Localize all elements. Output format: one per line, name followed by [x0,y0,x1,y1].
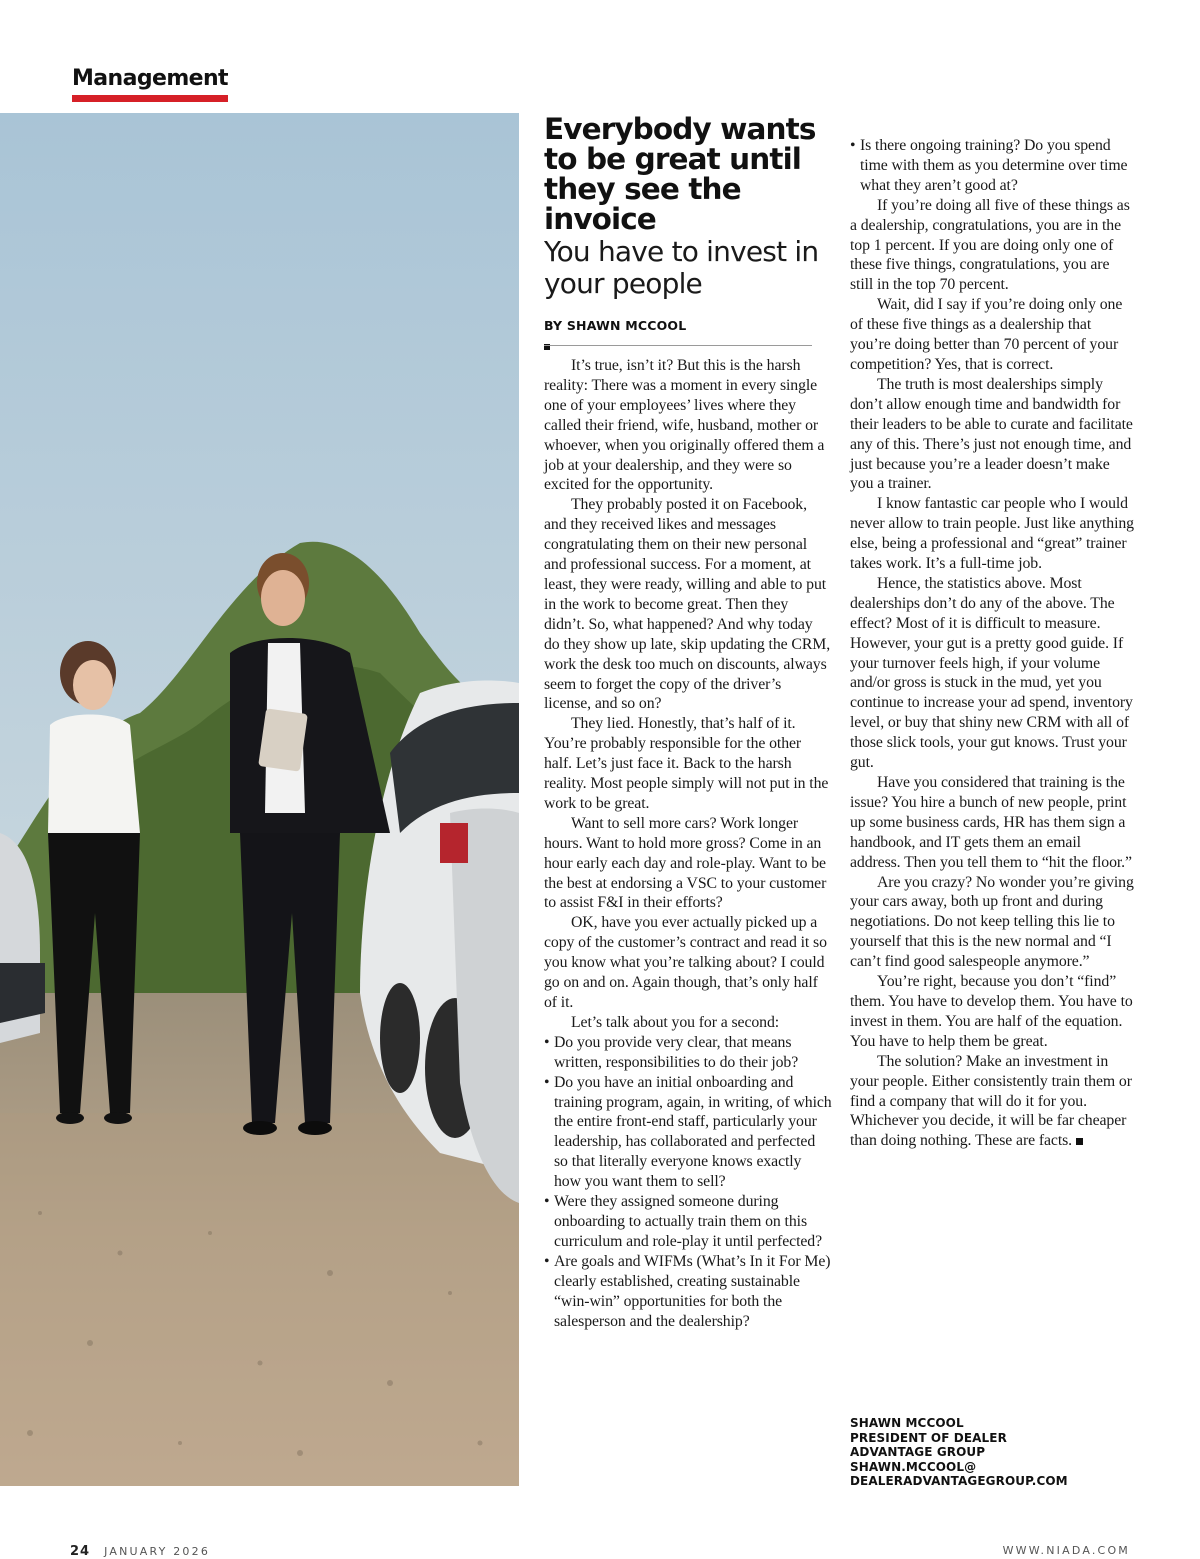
author-email-line: SHAWN.MCCOOL@ [850,1459,977,1474]
issue-date: JANUARY 2026 [104,1545,211,1558]
article-column-2 [850,136,1135,1151]
author-email-line: DEALERADVANTAGEGROUP.COM [850,1474,1068,1488]
body-paragraph: They probably posted it on Facebook, and they received likes and messages congratulating them on their new personal and professional success. For a moment, at least, they were ready, willing and able to put in the work to become great. Then they didn’t. So, what happened? And why today do they show up late, skip updating the CRM, work the desk too much on discounts, always seem to forget the copy of the driver’s license, and so on? [544,496,831,713]
list-item-text: Is there ongoing training? Do you spend time with them as you determine over time what they aren’t good at? [860,137,1128,194]
list-item [544,1033,832,1073]
end-mark-icon [1076,1138,1083,1145]
list-item-text: Do you provide very clear, that means written, responsibilities to do their job? [554,1033,799,1071]
body-paragraph: Have you considered that training is the issue? You hire a bunch of new people, print up some business cards, HR has them sign a handbook, and IT gets them an email address. Then you tell them to “hit the floor.” [850,774,1132,871]
question-list [544,1033,832,1332]
byline-rule [544,345,812,346]
bullet-icon: • [544,1073,550,1091]
author-title-line: PRESIDENT OF DEALER [850,1430,1007,1445]
folio [70,1544,210,1559]
body-paragraph: Let’s talk about you for a second: [571,1013,780,1031]
list-item [850,136,1135,196]
bullet-icon: • [544,1252,550,1270]
page-number: 24 [70,1544,91,1559]
body-paragraph: Hence, the statistics above. Most dealerships don’t do any of the above. The effect? Most of it is difficult to measure. However, your gut is a pretty good guide. If your turnover feels high, if your volume and/or gross is stuck in the mud, yet you continue to increase your ad spend, inventory level, or buy that shiny new CRM with all of those slick tools, your gut knows. Trust your gut. [850,574,1133,772]
body-paragraph: It’s true, isn’t it? But this is the harsh reality: There was a moment in every single one of your employees’ lives where they called their friend, wife, husband, mother or whoever, when you originally offered them a job at your dealership, and they were so excited for the opportunity. [544,357,825,494]
site-url: WWW.NIADA.COM [1002,1544,1130,1557]
author-name: SHAWN MCCOOL [850,1416,964,1430]
bullet-icon: • [850,137,856,154]
list-item-text: Were they assigned someone during onboarding to actually train them on this curriculum and role-play it until perfected? [554,1193,822,1250]
body-paragraph: If you’re doing all five of these things as a dealership, congratulations, you are in the top 1 percent. If you are doing only one of these five things, congratulations, you are still in the top 70 percent. [850,196,1130,294]
article-photo [0,113,519,1486]
headline: Everybody wants to be great until they see the invoice [544,112,816,236]
byline: BY SHAWN MCCOOL [544,318,687,333]
author-title-line: ADVANTAGE GROUP [850,1445,986,1459]
deck: You have to invest in your people [544,235,819,300]
article-column-1 [544,356,832,1331]
author-bio [850,1416,1130,1489]
body-paragraph: OK, have you ever actually picked up a copy of the customer’s contract and read it so you know what you’re talking about? I could go on and on. Again though, that’s only half of it. [544,914,827,1011]
body-paragraph: They lied. Honestly, that’s half of it. You’re probably responsible for the other half. Let’s just face it. Back to the harsh reality. Most people simply will not put in the work to be great. [544,715,829,812]
final-paragraph-text: The solution? Make an investment in your people. Either consistently train them or find a company that will do it for you. Whichever you decide, it will be far cheaper than doing nothing. These are facts. [850,1052,1132,1150]
bullet-icon: • [544,1033,550,1051]
body-paragraph: The truth is most dealerships simply don’t allow enough time and bandwidth for their leaders to be able to curate and facilitate any of this. There’s just not enough time, and just because you’re a leader doesn’t make you a trainer. [850,375,1133,493]
bullet-icon: • [544,1193,550,1211]
list-item-text: Are goals and WIFMs (What’s In it For Me) clearly established, creating sustainable “win-win” opportunities for both the salesperson and the dealership? [554,1252,831,1330]
list-item [544,1252,832,1332]
list-item [544,1073,832,1192]
body-paragraph: Are you crazy? No wonder you’re giving your cars away, both up front and during negotiations. Do not keep telling this lie to yourself that this is the new normal and “I can’t find good salespeople anymore.” [850,873,1134,971]
question-list-continued [850,136,1135,196]
body-paragraph: You’re right, because you don’t “find” them. You have to develop them. You have to invest in them. You are half of the equation. You have to help them be great. [850,973,1133,1050]
body-paragraph: Wait, did I say if you’re doing only one of these five things as a dealership that you’re doing better than 70 percent of your competition? Yes, that is correct. [850,296,1123,373]
body-paragraph: I know fantastic car people who I would never allow to train people. Just like anything else, being a professional and “great” trainer takes work. It’s a full-time job. [850,495,1134,573]
list-item [544,1192,832,1252]
final-paragraph [850,1052,1135,1152]
list-item-text: Do you have an initial onboarding and training program, again, in writing, of which the entire front-end staff, particularly your leadership, has collaborated and perfected so that literally everyone knows exactly how you want them to sell? [554,1073,832,1191]
section-label: Management [72,66,228,102]
body-paragraph: Want to sell more cars? Work longer hours. Want to hold more gross? Come in an hour early each day and role-play. Want to be the best at endorsing a VSC to your customer to assist F&I in their efforts? [544,814,827,912]
